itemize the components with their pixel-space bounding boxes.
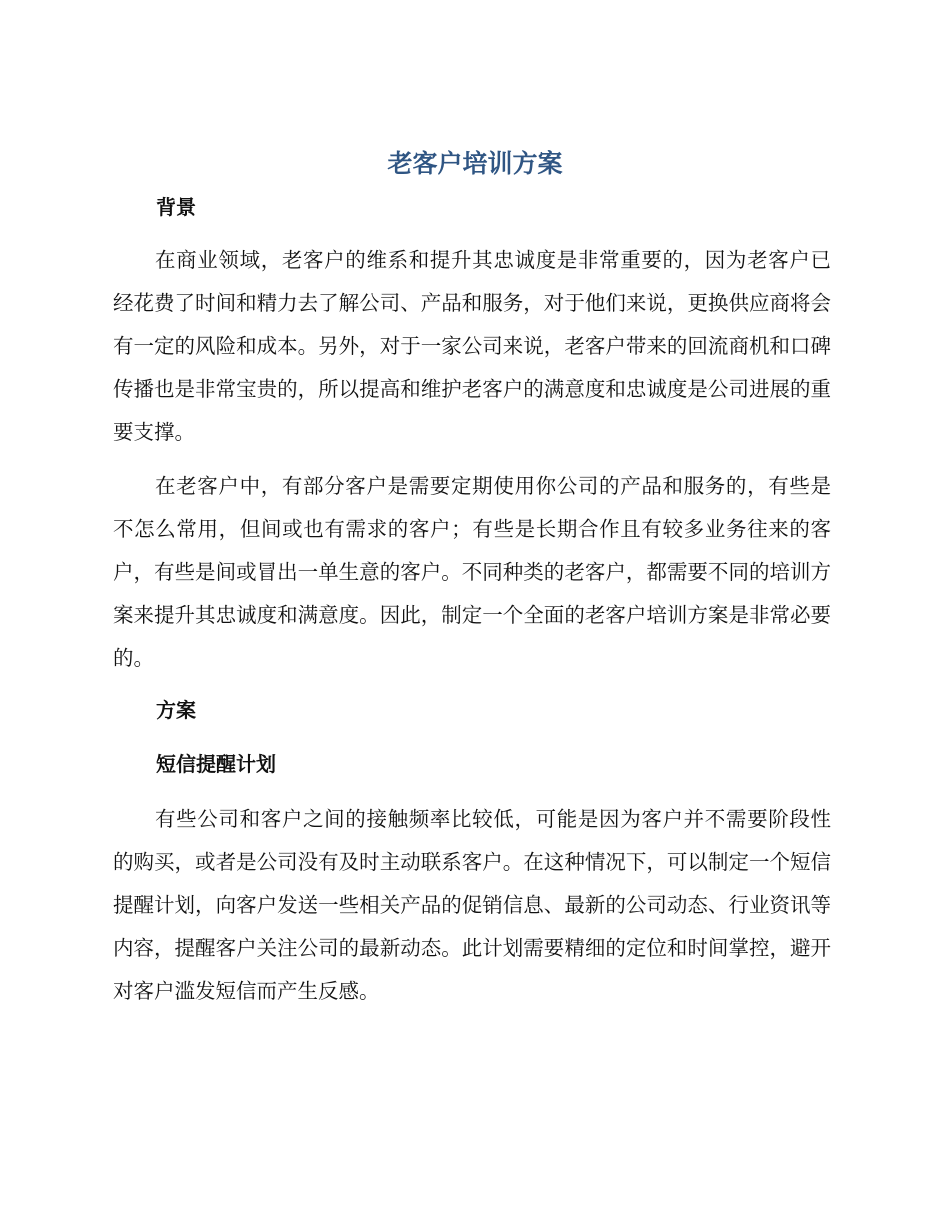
document-title: 老客户培训方案 — [387, 149, 563, 178]
section-heading-sms-plan: 短信提醒计划 — [156, 752, 276, 776]
section-heading-background: 背景 — [156, 195, 196, 219]
paragraph-background-1: 在商业领域，老客户的维系和提升其忠诚度是非常重要的，因为老客户已经花费了时间和精力去了解公司、产品和服务，对于他们来说，更换供应商将会有一定的风险和成本。另外，对于一家公司来说，老客户带来的回流商机和口碑传播也是非常宝贵的，所以提高和维护老客户的满意度和忠诚度是公司进展的重要支撑。 — [113, 248, 831, 444]
section-heading-plan: 方案 — [156, 698, 196, 722]
paragraph-sms-plan: 有些公司和客户之间的接触频率比较低，可能是因为客户并不需要阶段性的购买，或者是公司没有及时主动联系客户。在这种情况下，可以制定一个短信提醒计划，向客户发送一些相关产品的促销信息、最新的公司动态、行业资讯等内容，提醒客户关注公司的最新动态。此计划需要精细的定位和时间掌控，避开对客户滥发短信而产生反感。 — [113, 807, 831, 1003]
paragraph-background-2: 在老客户中，有部分客户是需要定期使用你公司的产品和服务的，有些是不怎么常用，但间或也有需求的客户；有些是长期合作且有较多业务往来的客户，有些是间或冒出一单生意的客户。不同种类的老客户，都需要不同的培训方案来提升其忠诚度和满意度。因此，制定一个全面的老客户培训方案是非常必要的。 — [113, 474, 831, 670]
